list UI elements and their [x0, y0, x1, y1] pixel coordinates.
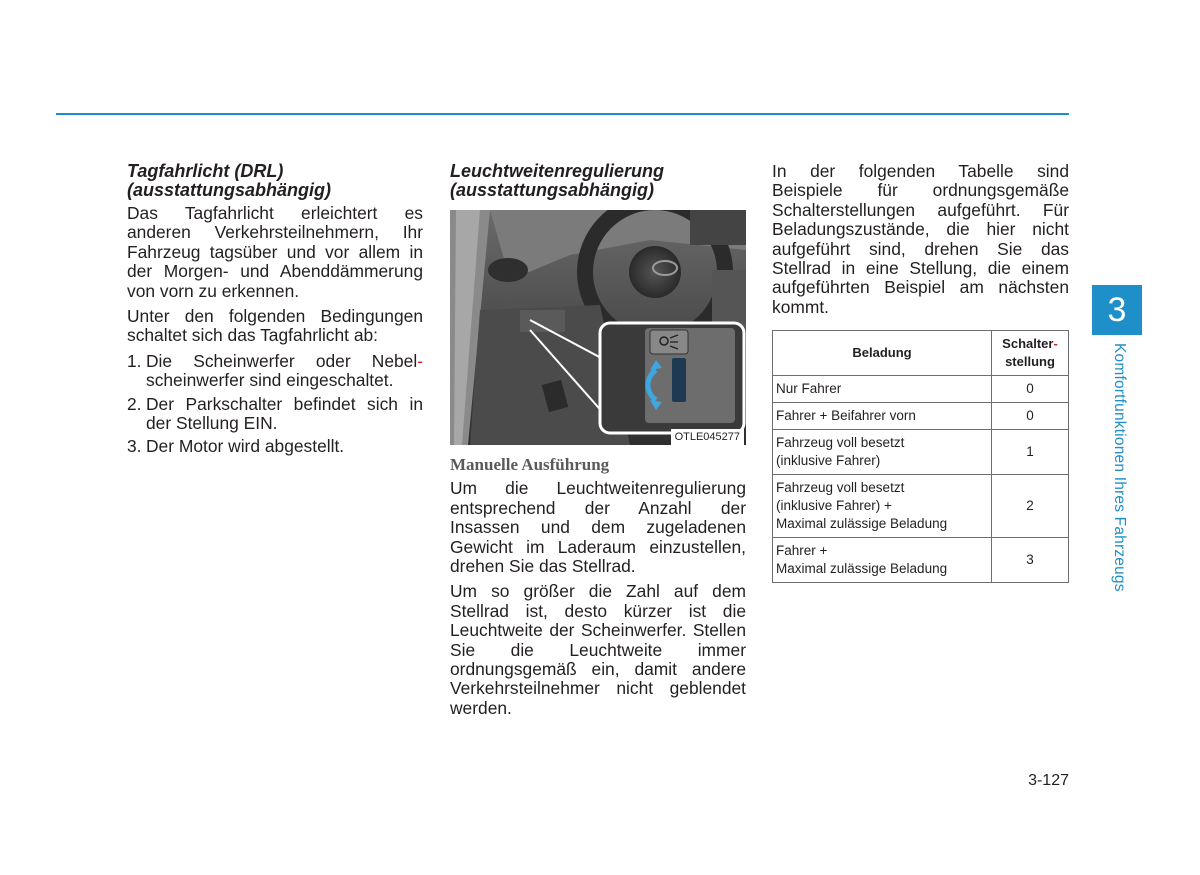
top-rule — [56, 113, 1069, 115]
load-line: Fahrer + — [776, 543, 828, 559]
dashboard-illustration — [450, 210, 746, 445]
leveling-paragraph-1: Um die Leuchtweitenregulierung entsprechend der Anzahl der Insassen und dem zugeladenen Gewicht im Laderaum einzustellen, drehen Sie das Stellrad. — [450, 478, 746, 577]
load-cell — [773, 430, 992, 475]
drl-heading — [127, 162, 423, 200]
figure-code: OTLE045277 — [671, 429, 744, 445]
drl-paragraph-2: Unter den folgenden Bedingungen schaltet sich das Tagfahrlicht ab: — [127, 306, 423, 346]
list-item — [127, 395, 423, 434]
leveling-heading — [450, 162, 746, 200]
chapter-tab: 3 — [1092, 285, 1142, 335]
load-cell — [773, 475, 992, 538]
switch-value-cell: 0 — [992, 403, 1069, 430]
list-number: 1. — [127, 350, 142, 371]
load-cell — [773, 538, 992, 583]
list-text: Der Parkschalter befindet sich in der Stellung EIN. — [146, 393, 423, 434]
list-item — [127, 352, 423, 391]
load-line: (inklusive Fahrer) + — [776, 498, 892, 514]
leveling-column — [450, 162, 746, 724]
table-header-row — [773, 331, 1069, 376]
drl-column — [127, 162, 423, 461]
hyphen-mark: - — [417, 350, 423, 371]
load-line: Fahrzeug voll besetzt — [776, 435, 905, 451]
load-line: Fahrzeug voll besetzt — [776, 480, 905, 496]
leveling-paragraph-2: Um so größer die Zahl auf dem Stellrad ist, desto kürzer ist die Leuchtweite der Scheinwerfer. Stellen Sie die Leuchtweite immer ordnungsgemäß ein, damit andere Verkehrsteilnehmer nicht geblendet werden. — [450, 581, 746, 718]
leveling-heading-line2: (ausstattungsabhängig) — [450, 180, 655, 200]
load-cell — [773, 376, 992, 403]
list-item — [127, 437, 423, 456]
header-load: Beladung — [773, 331, 992, 376]
list-text: scheinwerfer sind eingeschaltet. — [146, 370, 394, 391]
manual-adjustment-heading: Manuelle Ausführung — [450, 455, 610, 474]
header-switch-text-b: stellung — [1005, 354, 1055, 370]
switch-value-cell: 2 — [992, 475, 1069, 538]
load-cell — [773, 403, 992, 430]
switch-value-cell: 1 — [992, 430, 1069, 475]
load-line: Nur Fahrer — [776, 381, 842, 397]
switch-value-cell: 3 — [992, 538, 1069, 583]
list-text: Der Motor wird abgestellt. — [146, 436, 345, 457]
table-column — [772, 162, 1069, 583]
load-line: Fahrer + Beifahrer vorn — [776, 408, 916, 424]
load-line: Maximal zulässige Beladung — [776, 516, 948, 532]
switch-value-cell: 0 — [992, 376, 1069, 403]
table-row — [773, 403, 1069, 430]
table-row — [773, 376, 1069, 403]
drl-paragraph-1: Das Tagfahrlicht erleichtert es anderen Verkehrsteilnehmern, Ihr Fahrzeug tagsüber und vor allem in der Morgen- und Abenddämmerung von vorn zu erkennen. — [127, 203, 423, 301]
chapter-title: Komfortfunktionen Ihres Fahrzeugs — [1111, 343, 1128, 592]
table-row — [773, 538, 1069, 583]
load-line: Maximal zulässige Beladung — [776, 561, 948, 577]
list-text: Die Scheinwerfer oder Nebel — [146, 350, 418, 371]
load-switch-table — [772, 330, 1069, 583]
header-switch-text-a: Schalter — [1002, 336, 1054, 352]
drl-conditions-list — [127, 352, 423, 457]
list-number: 3. — [127, 436, 142, 457]
leveling-heading-line1: Leuchtweitenregulierung — [450, 161, 665, 181]
load-line: (inklusive Fahrer) — [776, 453, 881, 469]
drl-heading-line1: Tagfahrlicht (DRL) — [127, 161, 284, 181]
page-number: 3-127 — [1028, 772, 1069, 789]
dashboard-photo — [450, 210, 746, 445]
hyphen-mark: - — [1053, 336, 1058, 352]
header-switch-position — [992, 331, 1069, 376]
list-number: 2. — [127, 393, 142, 414]
table-row — [773, 475, 1069, 538]
table-intro: In der folgenden Tabelle sind Beispiele für ordnungsgemäße Schalterstellungen aufgeführt. Für Beladungszustände, die hier nicht aufgeführt sind, drehen Sie das Stellrad in eine Stellung, die einem aufgeführten Beispiel am nächsten kommt. — [772, 161, 1069, 317]
drl-heading-line2: (ausstattungsabhängig) — [127, 180, 332, 200]
table-row — [773, 430, 1069, 475]
